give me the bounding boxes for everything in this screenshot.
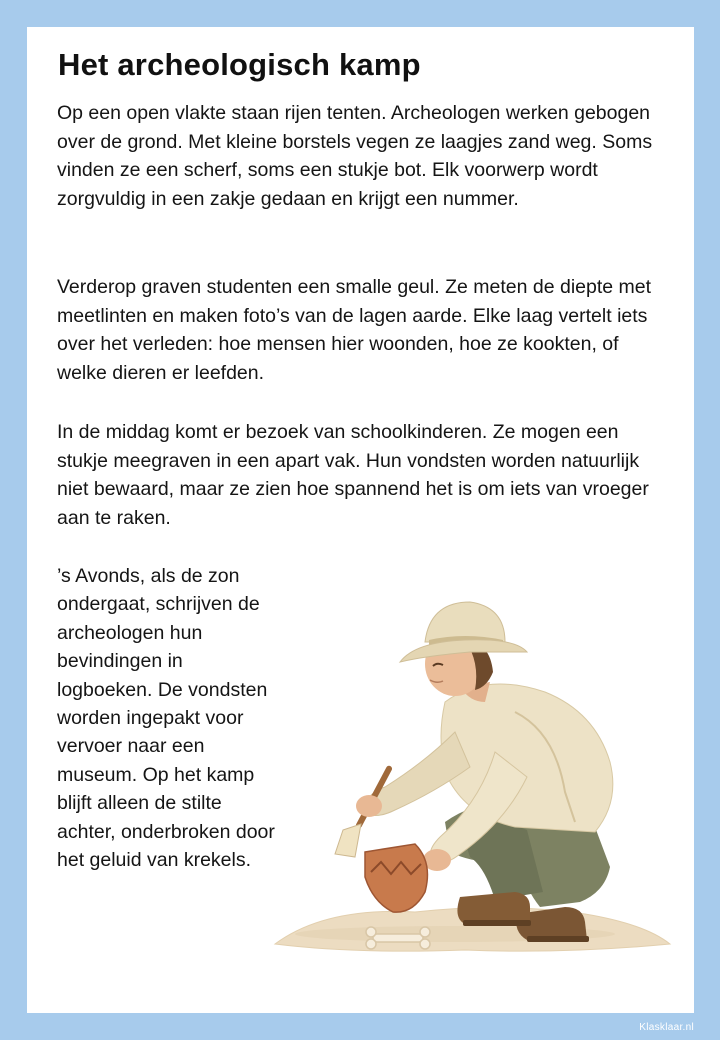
paragraph-3: In de middag komt er bezoek van schoolkinderen. Ze mogen een stukje meegraven in een apart vak. Hun vondsten worden natuurlijk niet bewaard, maar ze zien hoe spannend het is om iets van vroeger aan te raken.	[57, 421, 649, 530]
footer-brand: Klasklaar.nl	[639, 1022, 694, 1033]
pottery-shard-icon	[365, 844, 427, 912]
worksheet-card	[27, 27, 694, 1013]
paragraph-2: Verderop graven studenten een smalle geul. Ze meten de diepte met meetlinten en maken foto’s van de lagen aarde. Elke laag vertelt iets over het verleden: hoe mensen hier woonden, hoe ze kookten, of welke dieren er leefden.	[57, 276, 652, 385]
hat-icon	[400, 602, 527, 662]
archaeologist-icon	[265, 562, 677, 962]
page-title: Het archeologisch kamp	[58, 47, 421, 82]
archaeologist-illustration	[265, 562, 677, 962]
paragraph-4: ’s Avonds, als de zon ondergaat, schrijven de archeologen hun bevindingen in logboeken. De vondsten worden ingepakt voor vervoer naar een museum. Op het kamp blijft alleen de stilte achter, onderbroken door het geluid van krekels.	[57, 565, 275, 872]
paragraph-1: Op een open vlakte staan rijen tenten. Archeologen werken gebogen over de grond. Met kleine borstels vegen ze laagjes zand weg. Soms vinden ze een scherf, soms een stukje bot. Elk voorwerp wordt zorgvuldig in een zakje gedaan en krijgt een nummer.	[57, 102, 653, 211]
